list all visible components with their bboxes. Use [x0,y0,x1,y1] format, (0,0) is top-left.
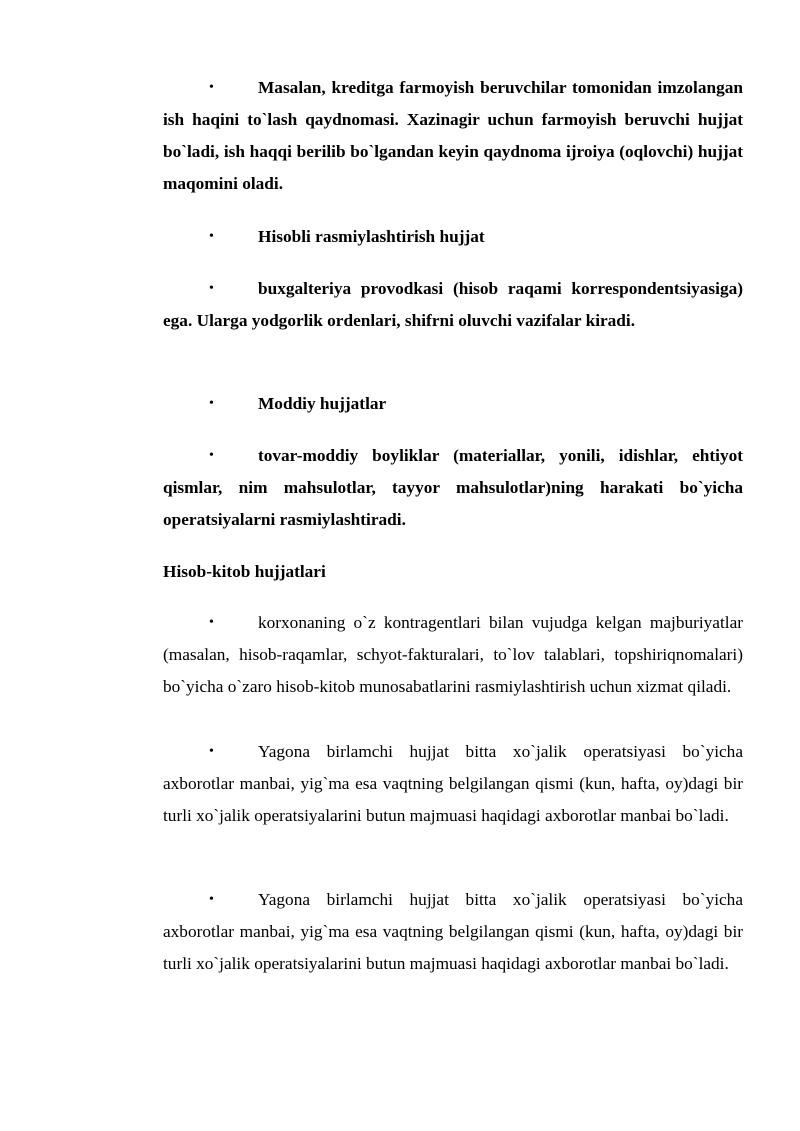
paragraph-masalan: Masalan, kreditga farmoyish beruvchilar tomonidan imzolangan ish haqini to`lash qaydnomasi. Xazinagir uchun farmoyish beruvchi hujjat bo`ladi, ish haqqi berilib bo`lgandan keyin qaydnoma ijroiya (oqlovchi) hujjat maqomini oladi. [163,78,743,193]
paragraph-moddiy: Moddiy hujjatlar [258,394,387,413]
bullet-marker: • [209,615,214,630]
paragraph-yagona-2: Yagona birlamchi hujjat bitta xo`jalik operatsiyasi bo`yicha axborotlar manbai, yig`ma esa vaqtning belgilangan qismi (kun, hafta, oy)dagi bir turli xo`jalik operatsiyalarini butun majmuasi haqidagi axborotlar manbai bo`ladi. [163,890,743,973]
bullet-marker: • [209,80,214,95]
bullet-marker: • [209,396,214,411]
section-heading: Hisob-kitob hujjatlari [163,562,326,581]
paragraph-buxgalteriya: buxgalteriya provodkasi (hisob raqami korrespondentsiyasiga) ega. Ularga yodgorlik ordenlari, shifrni oluvchi vazifalar kiradi. [163,279,743,330]
bullet-marker: • [209,448,214,463]
bullet-marker: • [209,892,214,907]
bullet-marker: • [209,229,214,244]
paragraph-korxonaning: korxonaning o`z kontragentlari bilan vujudga kelgan majburiyatlar (masalan, hisob-raqamlar, schyot-fakturalari, to`lov talablari, topshiriqnomalari) bo`yicha o`zaro hisob-kitob munosabatlarini rasmiylashtirish uchun xizmat qiladi. [163,613,743,696]
bullet-marker: • [209,281,214,296]
paragraph-tovar: tovar-moddiy boyliklar (materiallar, yonili, idishlar, ehtiyot qismlar, nim mahsulotlar, tayyor mahsulotlar)ning harakati bo`yicha operatsiyalarni rasmiylashtiradi. [163,446,743,529]
paragraph-hisobli: Hisobli rasmiylashtirish hujjat [258,227,485,246]
paragraph-yagona-1: Yagona birlamchi hujjat bitta xo`jalik operatsiyasi bo`yicha axborotlar manbai, yig`ma esa vaqtning belgilangan qismi (kun, hafta, oy)dagi bir turli xo`jalik operatsiyalarini butun majmuasi haqidagi axborotlar manbai bo`ladi. [163,742,743,825]
bullet-marker: • [209,744,214,759]
